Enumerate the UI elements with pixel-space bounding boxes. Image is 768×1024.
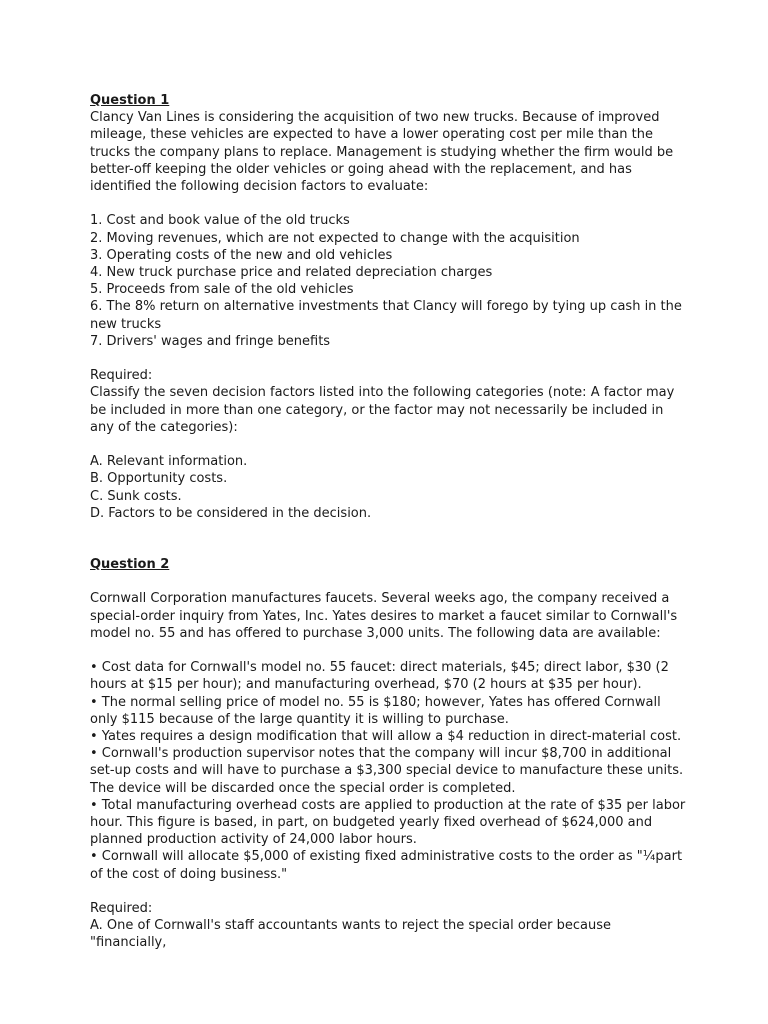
decision-factor: 6. The 8% return on alternative investments that Clancy will forego by tying up cash in the new trucks <box>90 299 682 332</box>
document-page <box>90 92 690 952</box>
question-2-title: Question 2 <box>90 557 170 573</box>
category-item: B. Opportunity costs. <box>90 471 228 487</box>
question-1-required-text: Classify the seven decision factors listed into the following categories (note: A factor may be included in more than one category, or the factor may not necessarily be included in any of the categories): <box>90 385 675 435</box>
category-item: A. Relevant information. <box>90 454 248 470</box>
question-1-required-label: Required: <box>90 368 153 384</box>
data-bullet: • Total manufacturing overhead costs are applied to production at the rate of $35 per labor hour. This figure is based, in part, on budgeted yearly fixed overhead of $624,000 and planned production activity of 24,000 labor hours. <box>90 797 686 848</box>
data-bullet: • Yates requires a design modification that will allow a $4 reduction in direct-material cost. <box>90 729 682 745</box>
decision-factor: 7. Drivers' wages and fringe benefits <box>90 333 331 349</box>
question-2 <box>90 556 690 952</box>
data-bullet: • Cornwall's production supervisor notes that the company will incur $8,700 in additional set-up costs and will have to purchase a $3,300 special device to manufacture these units. The device will be discarded once the special order is completed. <box>90 746 684 796</box>
question-1-title: Question 1 <box>90 93 170 108</box>
question-1 <box>90 92 690 522</box>
data-bullet: • Cost data for Cornwall's model no. 55 faucet: direct materials, $45; direct labor, $30 (2 hours at $15 per hour); and manufacturing overhead, $70 (2 hours at $35 per hour). <box>90 660 669 693</box>
question-2-required-text: A. One of Cornwall's staff accountants wants to reject the special order because "financially, <box>90 918 612 951</box>
decision-factor: 5. Proceeds from sale of the old vehicles <box>90 282 354 298</box>
decision-factor: 4. New truck purchase price and related depreciation charges <box>90 265 493 281</box>
decision-factors-list <box>90 212 690 350</box>
question-2-intro: Cornwall Corporation manufactures faucets. Several weeks ago, the company received a special-order inquiry from Yates, Inc. Yates desires to market a faucet similar to Cornwall's model no. 55 and has offered to purchase 3,000 units. The following data are available: <box>90 591 678 641</box>
category-item: D. Factors to be considered in the decision. <box>90 505 372 521</box>
data-bullet: • Cornwall will allocate $5,000 of existing fixed administrative costs to the order as "¼part of the cost of doing business." <box>90 849 683 882</box>
categories-list <box>90 453 690 522</box>
decision-factor: 2. Moving revenues, which are not expected to change with the acquisition <box>90 230 580 246</box>
data-bullet: • The normal selling price of model no. 55 is $180; however, Yates has offered Cornwall only $115 because of the large quantity it is willing to purchase. <box>90 694 661 727</box>
decision-factor: 1. Cost and book value of the old trucks <box>90 213 350 229</box>
question-2-required-label: Required: <box>90 901 153 917</box>
question-1-intro: Clancy Van Lines is considering the acquisition of two new trucks. Because of improved mileage, these vehicles are expected to have a lower operating cost per mile than the trucks the company plans to replace. Management is studying whether the firm would be better-off keeping the older vehicles or going ahead with the replacement, and has identified the following decision factors to evaluate: <box>90 110 674 195</box>
special-order-data-list <box>90 659 690 883</box>
category-item: C. Sunk costs. <box>90 488 182 504</box>
decision-factor: 3. Operating costs of the new and old vehicles <box>90 247 393 263</box>
